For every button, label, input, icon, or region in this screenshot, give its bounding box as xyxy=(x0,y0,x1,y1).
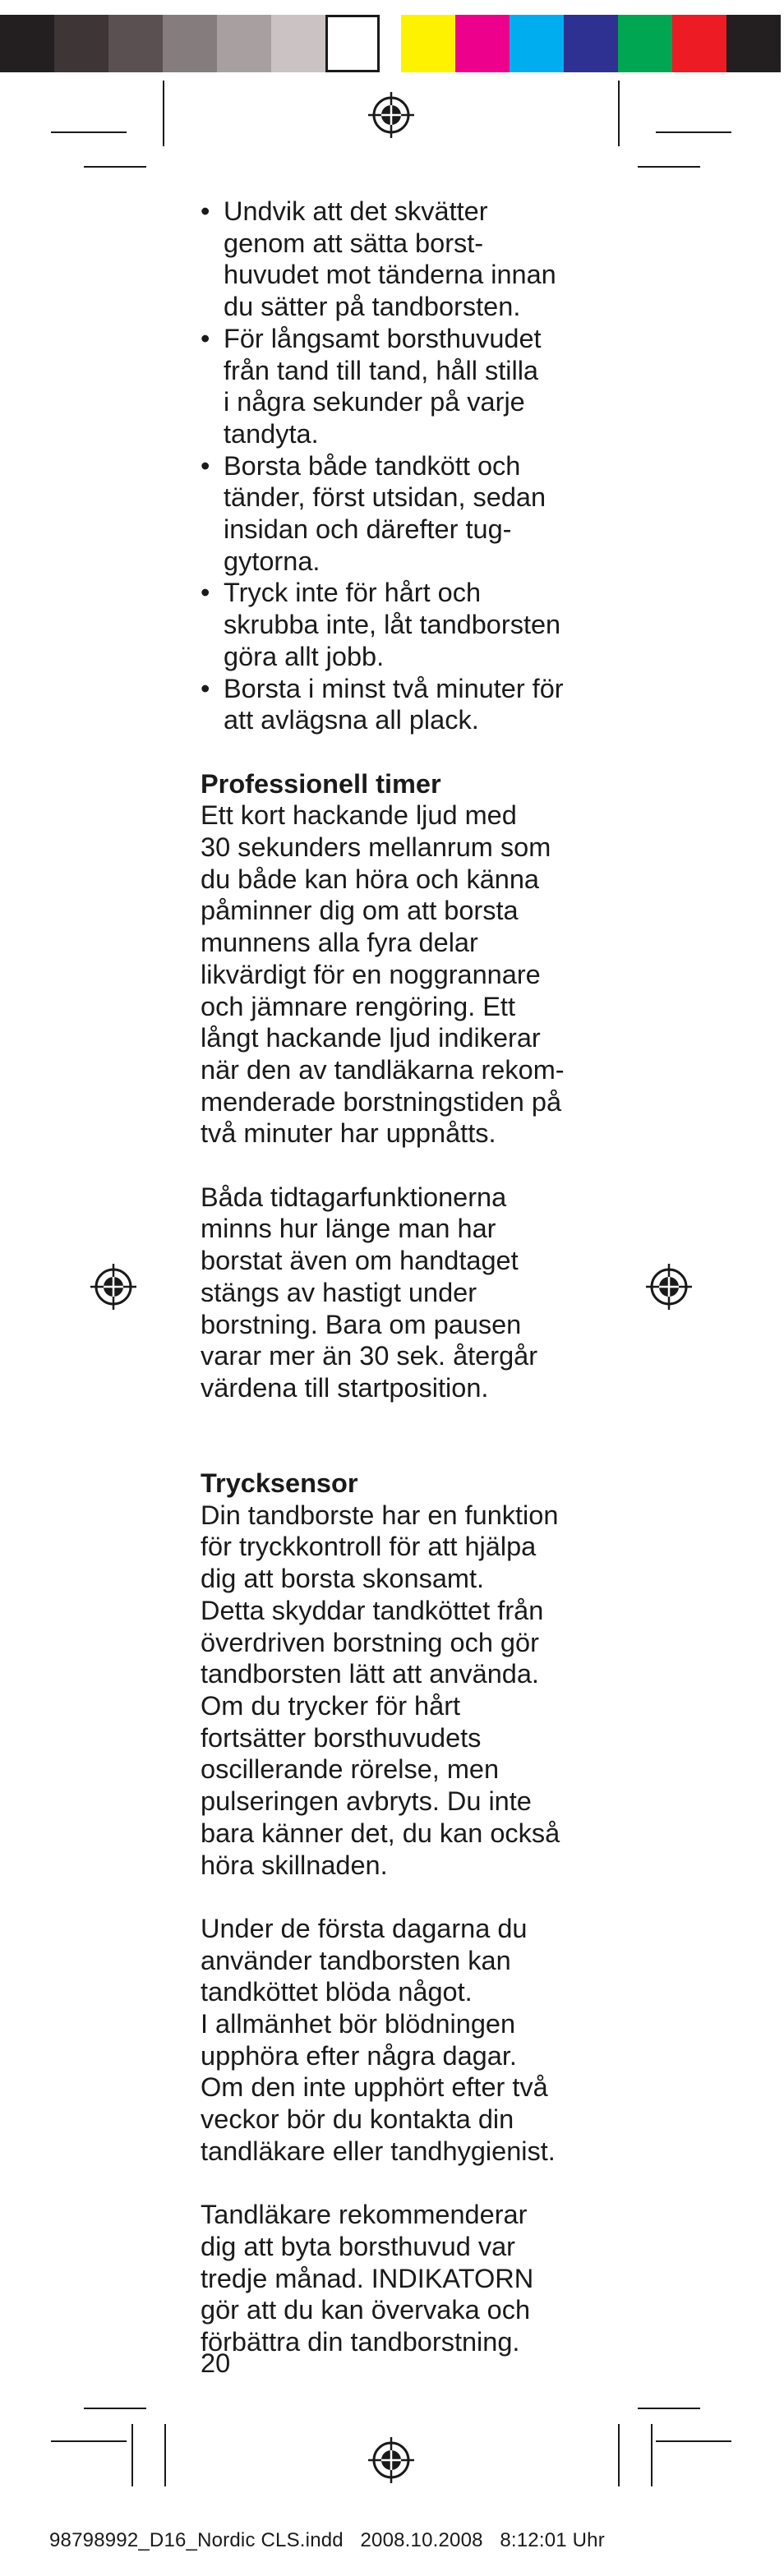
color-swatch xyxy=(618,15,672,72)
text-line: I allmänhet bör blödningen xyxy=(201,2009,516,2039)
text-line: Om den inte upphört efter två xyxy=(201,2072,548,2103)
crop-mark xyxy=(51,131,127,133)
text-line: skrubba inte, låt tandborsten xyxy=(224,610,561,640)
text-line: dig att borsta skonsamt. xyxy=(201,1564,485,1594)
text-line: Båda tidtagarfunktionerna xyxy=(201,1182,507,1212)
color-swatch xyxy=(455,15,510,72)
crop-mark xyxy=(131,2424,133,2486)
crop-mark xyxy=(638,2408,700,2409)
slug-date: 08.10.2008 xyxy=(382,2529,483,2551)
text-line: långt hackande ljud indikerar xyxy=(201,1023,541,1053)
color-bar-grayscale xyxy=(0,15,380,72)
registration-mark-icon xyxy=(90,1264,136,1310)
bleeding-paragraph xyxy=(201,1913,595,2168)
text-line: 30 sekunders mellanrum som xyxy=(201,832,551,863)
text-line: fortsätter borsthuvudets xyxy=(201,1722,482,1753)
text-line: borstat även om handtaget xyxy=(201,1246,519,1276)
print-slug xyxy=(49,2529,605,2552)
bullet-item xyxy=(201,323,595,450)
text-line: tandborsten lätt att använda. xyxy=(201,1659,539,1689)
text-line: upphöra efter några dagar. xyxy=(201,2040,517,2071)
text-line: • Borsta både tandkött och xyxy=(224,450,521,481)
text-line: veckor bör du kontakta din xyxy=(201,2104,514,2135)
color-swatch xyxy=(163,15,217,72)
crop-mark xyxy=(51,2440,127,2442)
text-line: att avlägsna all plack. xyxy=(224,705,479,735)
text-line: gör att du kan övervaka och xyxy=(201,2295,531,2325)
text-line: pulseringen avbryts. Du inte xyxy=(201,1786,532,1817)
text-line: insidan och därefter tug- xyxy=(224,514,512,545)
color-swatch xyxy=(108,15,163,72)
text-line: när den av tandläkarna rekom- xyxy=(201,1054,565,1085)
registration-mark-icon xyxy=(368,92,414,138)
color-swatch xyxy=(510,15,564,72)
text-line: överdriven borstning och gör xyxy=(201,1627,539,1657)
text-line: minns hur länge man har xyxy=(201,1214,496,1244)
text-line: göra allt jobb. xyxy=(224,641,385,671)
text-line: bara känner det, du kan också xyxy=(201,1818,560,1848)
pressure-paragraph xyxy=(201,1500,595,1881)
text-line: du både kan höra och känna xyxy=(201,864,539,894)
text-line: Ett kort hackande ljud med xyxy=(201,800,517,831)
crop-mark xyxy=(618,81,620,146)
text-line: från tand till tand, håll stilla xyxy=(224,355,538,385)
text-line: förbättra din tandborstning. xyxy=(201,2327,520,2357)
text-line: stängs av hastigt under xyxy=(201,1277,477,1307)
color-swatch xyxy=(271,15,325,72)
text-line: menderade borstningstiden på xyxy=(201,1086,562,1117)
text-line: för tryckkontroll för att hjälpa xyxy=(201,1532,537,1562)
text-line: borstning. Bara om pausen xyxy=(201,1309,522,1339)
crop-mark xyxy=(84,2408,146,2409)
memory-paragraph xyxy=(201,1182,595,1404)
color-swatch xyxy=(54,15,108,72)
slug-filename: 98798992_D16_Nordic CLS.indd xyxy=(49,2529,344,2551)
text-line: tandyta. xyxy=(224,418,319,449)
crop-mark xyxy=(163,81,164,146)
bullet-item xyxy=(201,450,595,578)
crop-mark xyxy=(656,131,731,133)
text-line: i några sekunder på varje xyxy=(224,387,525,417)
color-swatch xyxy=(401,15,455,72)
text-line: du sätter på tandborsten. xyxy=(224,292,521,322)
text-line: två minuter har uppnåtts. xyxy=(201,1118,496,1149)
text-line: påminner dig om att borsta xyxy=(201,896,519,926)
text-line: • Borsta i minst två minuter för xyxy=(224,673,564,703)
text-line: tänder, först utsidan, sedan xyxy=(224,482,546,513)
text-line: tandköttet blöda något. xyxy=(201,1977,473,2007)
crop-mark xyxy=(638,166,700,168)
text-line: gytorna. xyxy=(224,546,321,576)
crop-mark xyxy=(618,2424,620,2486)
color-swatch xyxy=(217,15,271,72)
bullet-list xyxy=(201,196,595,736)
text-line: dig att byta borsthuvud var xyxy=(201,2231,516,2261)
bullet-item xyxy=(201,673,595,736)
text-line: Under de första dagarna du xyxy=(201,1913,528,1943)
crop-mark xyxy=(164,2424,166,2486)
text-line: Din tandborste har en funktion xyxy=(201,1500,559,1530)
color-swatch xyxy=(672,15,726,72)
text-line: varar mer än 30 sek. återgår xyxy=(201,1341,538,1371)
timer-paragraph xyxy=(201,800,595,1150)
text-line: • För långsamt borsthuvudet xyxy=(224,323,542,353)
text-line: värdena till startposition. xyxy=(201,1372,489,1403)
bullet-item xyxy=(201,196,595,323)
text-line: Tandläkare rekommenderar xyxy=(201,2200,528,2230)
bullet-item xyxy=(201,577,595,672)
text-line: likvärdigt för en noggrannare xyxy=(201,959,541,989)
body-text xyxy=(201,196,595,2358)
color-bar-process xyxy=(401,15,781,72)
text-line: och jämnare rengöring. Ett xyxy=(201,991,515,1021)
text-line: huvudet mot tänderna innan xyxy=(224,260,556,290)
text-line: genom att sätta borst- xyxy=(224,228,484,258)
timer-heading: Professionell timer xyxy=(201,768,441,799)
crop-mark xyxy=(651,2424,653,2486)
slug-page: 20 xyxy=(360,2529,383,2551)
text-line: oscillerande rörelse, men xyxy=(201,1754,500,1785)
crop-mark xyxy=(656,2440,731,2442)
pressure-heading: Trycksensor xyxy=(201,1468,358,1499)
color-swatch xyxy=(325,15,380,72)
text-line: • Tryck inte för hårt och xyxy=(224,578,482,608)
text-line: Om du trycker för hårt xyxy=(201,1690,461,1721)
text-line: tredje månad. INDIKATORN xyxy=(201,2263,534,2293)
text-line: Detta skyddar tandköttet från xyxy=(201,1595,544,1625)
page-number: 20 xyxy=(201,2348,231,2378)
color-swatch xyxy=(0,15,54,72)
text-line: tandläkare eller tandhygienist. xyxy=(201,2136,556,2166)
text-line: • Undvik att det skvätter xyxy=(224,196,488,226)
text-line: munnens alla fyra delar xyxy=(201,928,478,958)
registration-mark-icon xyxy=(368,2437,414,2483)
text-line: använder tandborsten kan xyxy=(201,1945,511,1975)
registration-mark-icon xyxy=(646,1264,692,1310)
replace-paragraph xyxy=(201,2199,595,2358)
color-swatch xyxy=(726,15,781,72)
crop-mark xyxy=(84,166,146,168)
text-line: höra skillnaden. xyxy=(201,1850,388,1880)
color-swatch xyxy=(564,15,618,72)
slug-time: 8:12:01 Uhr xyxy=(500,2529,605,2551)
